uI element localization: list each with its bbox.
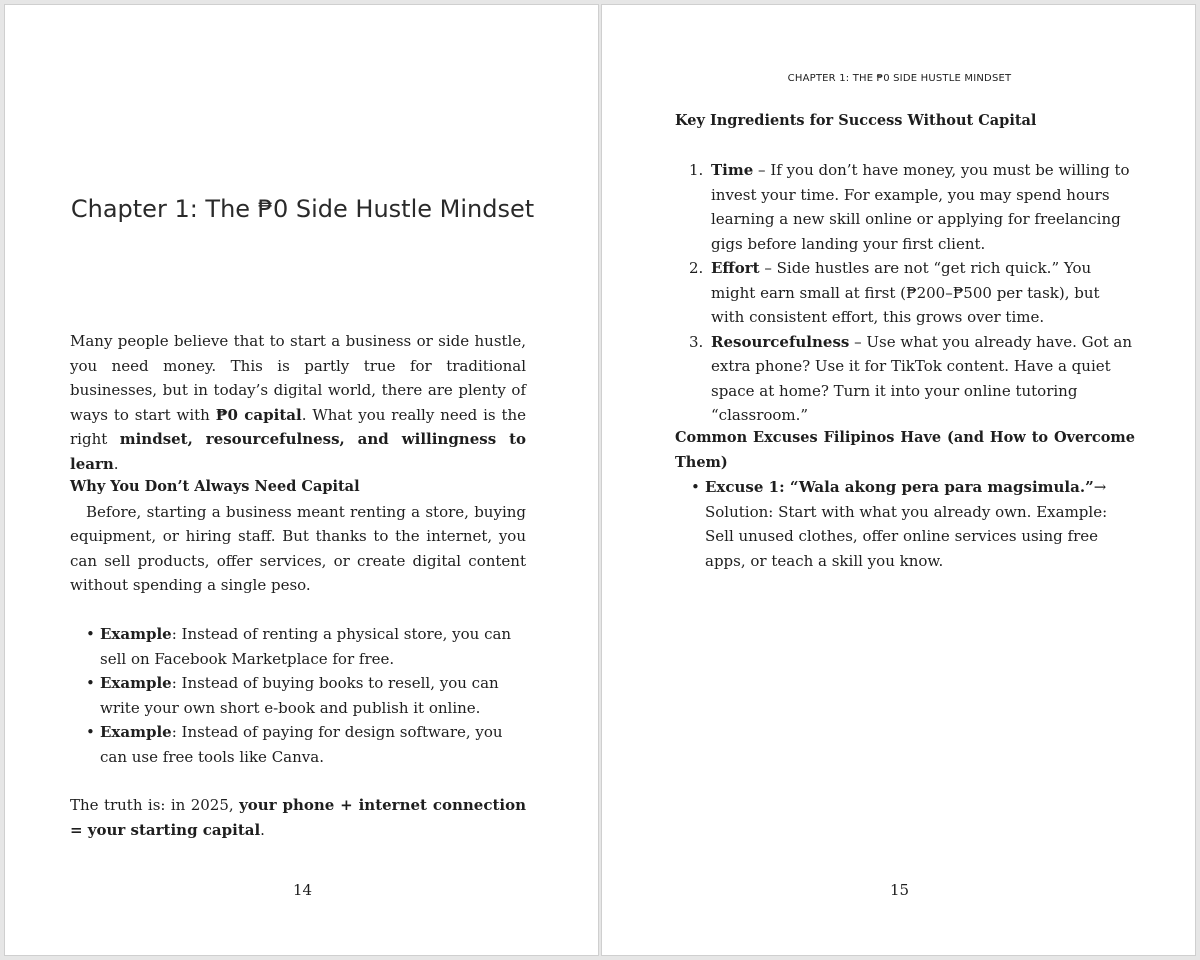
examples-list: [70, 622, 526, 769]
truth-block: [70, 793, 526, 842]
example-text: : Instead of paying for design software, you can use free tools like Canva.: [100, 723, 503, 766]
truth-bold: your phone + internet connection = your starting capital: [70, 796, 526, 839]
excuse-text: → Solution: Start with what you already own. Example: Sell unused clothes, offer online services using free apps, or teach a skill you know.: [705, 478, 1108, 570]
list-item: [675, 475, 1135, 573]
bullet-icon: •: [86, 723, 95, 741]
list-item: [70, 720, 526, 769]
section-block: [70, 475, 526, 598]
intro-text-3: .: [113, 454, 119, 473]
ingredient-label: Resourcefulness: [711, 332, 850, 351]
running-head: CHAPTER 1: THE ₱0 SIDE HUSTLE MINDSET: [787, 73, 1012, 84]
excuses-heading-block: [675, 426, 1135, 475]
ingredient-label: Effort: [711, 259, 760, 277]
list-item: [70, 671, 526, 720]
ingredients-list: [675, 158, 1135, 428]
example-text: : Instead of buying books to resell, you can write your own short e-book and publish it online.: [100, 674, 499, 717]
section-body: Before, starting a business meant renting a store, buying equipment, or hiring staff. But thanks to the internet, you can sell products, offer services, or create digital content without spending a single peso.: [70, 502, 526, 594]
item-number: 2.: [689, 259, 704, 277]
page-number-left: 14: [292, 881, 313, 899]
truth-paragraph: [70, 793, 526, 842]
intro-text-2: . What you really need is the right: [70, 405, 527, 448]
excuses-heading: Common Excuses Filipinos Have (and How to Overcome Them): [675, 429, 1135, 471]
page-number-right: 15: [889, 881, 910, 899]
ingredients-heading: Key Ingredients for Success Without Capital: [675, 112, 1037, 129]
truth-text-1: The truth is: in 2025,: [70, 796, 240, 814]
bullet-icon: •: [86, 674, 95, 692]
item-number: 1.: [689, 161, 704, 179]
bullet-icon: •: [691, 478, 700, 496]
list-item: [675, 330, 1135, 428]
excuses-list: [675, 475, 1135, 573]
chapter-title: Chapter 1: The ₱0 Side Hustle Mindset: [70, 195, 535, 223]
intro-bold-2: mindset, resourcefulness, and willingness to learn: [70, 430, 526, 473]
ingredient-text: – Use what you already have. Got an extra phone? Use it for TikTok content. Have a quiet space at home? Turn it into your online tutoring “classroom.”: [711, 332, 1133, 424]
excuses-block: [675, 475, 1135, 573]
item-number: 3.: [689, 332, 704, 351]
example-label: Example: [100, 674, 172, 692]
left-page: [4, 4, 599, 956]
example-label: Example: [100, 723, 172, 741]
ingredients-block: [675, 158, 1135, 428]
ingredient-label: Time: [711, 161, 754, 179]
intro-paragraph-block: [70, 329, 526, 476]
example-label: Example: [100, 625, 172, 643]
list-item: [675, 256, 1135, 330]
intro-paragraph: [70, 329, 526, 476]
examples-block: [70, 622, 526, 769]
bullet-icon: •: [86, 625, 95, 643]
list-item: [70, 622, 526, 671]
ingredients-heading-block: [675, 109, 1135, 134]
section-heading: Why You Don’t Always Need Capital: [70, 478, 360, 495]
list-item: [675, 158, 1135, 256]
intro-text-1: Many people believe that to start a business or side hustle, you need money. This is partly true for traditional businesses, but in today’s digital world, there are plenty of ways to start with: [70, 332, 526, 424]
intro-bold-1: ₱0 capital: [215, 405, 302, 424]
excuse-label: Excuse 1: “Wala akong pera para magsimula.”: [705, 478, 1094, 496]
right-page: [601, 4, 1196, 956]
example-text: : Instead of renting a physical store, you can sell on Facebook Marketplace for free.: [100, 625, 512, 668]
ingredient-text: – If you don’t have money, you must be willing to invest your time. For example, you may spend hours learning a new skill online or applying for freelancing gigs before landing your first client.: [711, 161, 1130, 253]
truth-text-2: .: [260, 820, 265, 839]
ingredient-text: – Side hustles are not “get rich quick.” You might earn small at first (₱200–₱500 per task), but with consistent effort, this grows over time.: [711, 259, 1100, 326]
